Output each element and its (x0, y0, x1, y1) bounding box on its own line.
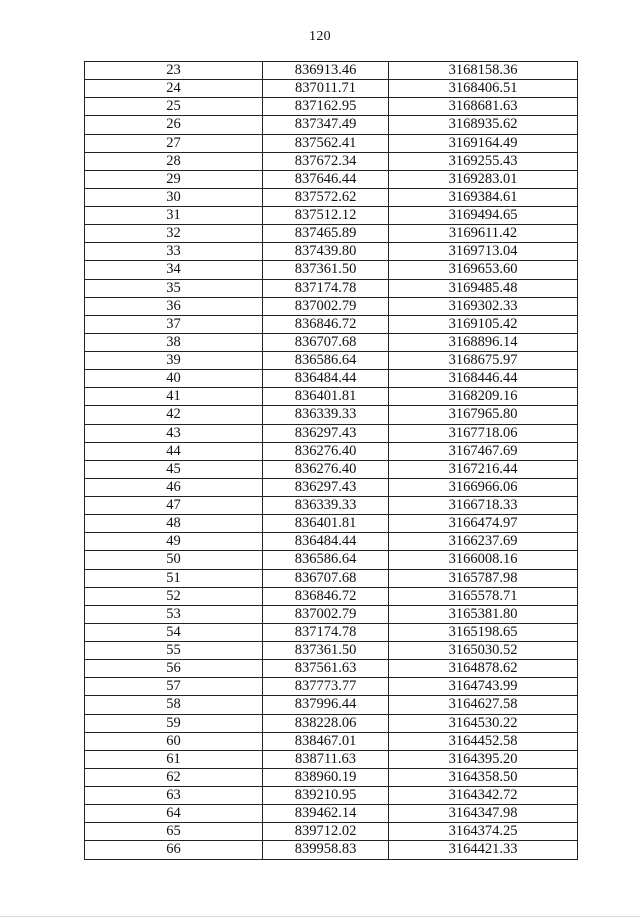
y-coordinate-cell: 3166718.33 (389, 497, 578, 515)
x-coordinate-cell: 836484.44 (263, 370, 389, 388)
table-row (85, 388, 578, 406)
table-row (85, 370, 578, 388)
table-row (85, 696, 578, 714)
table-row (85, 732, 578, 750)
table-row (85, 315, 578, 333)
x-coordinate-cell: 837996.44 (263, 696, 389, 714)
y-coordinate-cell: 3166966.06 (389, 478, 578, 496)
point-number-cell: 57 (85, 678, 263, 696)
y-coordinate-cell: 3167965.80 (389, 406, 578, 424)
table-row (85, 551, 578, 569)
y-coordinate-cell: 3165381.80 (389, 605, 578, 623)
x-coordinate-cell: 839958.83 (263, 841, 389, 859)
y-coordinate-cell: 3168681.63 (389, 98, 578, 116)
y-coordinate-cell: 3166474.97 (389, 515, 578, 533)
y-coordinate-cell: 3164452.58 (389, 732, 578, 750)
y-coordinate-cell: 3169255.43 (389, 152, 578, 170)
y-coordinate-cell: 3164878.62 (389, 660, 578, 678)
point-number-cell: 38 (85, 333, 263, 351)
point-number-cell: 39 (85, 352, 263, 370)
y-coordinate-cell: 3165787.98 (389, 569, 578, 587)
table-row (85, 279, 578, 297)
point-number-cell: 46 (85, 478, 263, 496)
x-coordinate-cell: 836586.64 (263, 352, 389, 370)
table-row (85, 768, 578, 786)
table-row (85, 116, 578, 134)
table-row (85, 805, 578, 823)
point-number-cell: 34 (85, 261, 263, 279)
x-coordinate-cell: 836707.68 (263, 569, 389, 587)
x-coordinate-cell: 837361.50 (263, 642, 389, 660)
table-row (85, 533, 578, 551)
x-coordinate-cell: 837002.79 (263, 297, 389, 315)
x-coordinate-cell: 838467.01 (263, 732, 389, 750)
table-row (85, 478, 578, 496)
x-coordinate-cell: 836297.43 (263, 424, 389, 442)
table-row (85, 62, 578, 80)
y-coordinate-cell: 3164530.22 (389, 714, 578, 732)
point-number-cell: 50 (85, 551, 263, 569)
y-coordinate-cell: 3169611.42 (389, 225, 578, 243)
table-row (85, 170, 578, 188)
point-number-cell: 45 (85, 460, 263, 478)
table-row (85, 188, 578, 206)
table-row (85, 225, 578, 243)
table-row (85, 678, 578, 696)
point-number-cell: 53 (85, 605, 263, 623)
point-number-cell: 61 (85, 750, 263, 768)
table-row (85, 134, 578, 152)
table-row (85, 442, 578, 460)
point-number-cell: 49 (85, 533, 263, 551)
point-number-cell: 55 (85, 642, 263, 660)
point-number-cell: 51 (85, 569, 263, 587)
y-coordinate-cell: 3168209.16 (389, 388, 578, 406)
point-number-cell: 44 (85, 442, 263, 460)
y-coordinate-cell: 3169302.33 (389, 297, 578, 315)
table-row (85, 823, 578, 841)
table-row (85, 750, 578, 768)
point-number-cell: 64 (85, 805, 263, 823)
x-coordinate-cell: 839712.02 (263, 823, 389, 841)
point-number-cell: 52 (85, 587, 263, 605)
x-coordinate-cell: 839210.95 (263, 787, 389, 805)
table-row (85, 841, 578, 859)
x-coordinate-cell: 836401.81 (263, 515, 389, 533)
y-coordinate-cell: 3166237.69 (389, 533, 578, 551)
y-coordinate-cell: 3169653.60 (389, 261, 578, 279)
point-number-cell: 27 (85, 134, 263, 152)
x-coordinate-cell: 836484.44 (263, 533, 389, 551)
point-number-cell: 41 (85, 388, 263, 406)
x-coordinate-cell: 837347.49 (263, 116, 389, 134)
point-number-cell: 23 (85, 62, 263, 80)
y-coordinate-cell: 3168675.97 (389, 352, 578, 370)
y-coordinate-cell: 3167216.44 (389, 460, 578, 478)
x-coordinate-cell: 837361.50 (263, 261, 389, 279)
x-coordinate-cell: 836276.40 (263, 460, 389, 478)
point-number-cell: 40 (85, 370, 263, 388)
y-coordinate-cell: 3169283.01 (389, 170, 578, 188)
table-row (85, 261, 578, 279)
x-coordinate-cell: 837773.77 (263, 678, 389, 696)
x-coordinate-cell: 836401.81 (263, 388, 389, 406)
y-coordinate-cell: 3168406.51 (389, 80, 578, 98)
y-coordinate-cell: 3164421.33 (389, 841, 578, 859)
y-coordinate-cell: 3167718.06 (389, 424, 578, 442)
table-row (85, 642, 578, 660)
x-coordinate-cell: 837174.78 (263, 279, 389, 297)
y-coordinate-cell: 3164342.72 (389, 787, 578, 805)
x-coordinate-cell: 837561.63 (263, 660, 389, 678)
x-coordinate-cell: 836339.33 (263, 406, 389, 424)
y-coordinate-cell: 3169105.42 (389, 315, 578, 333)
x-coordinate-cell: 837646.44 (263, 170, 389, 188)
y-coordinate-cell: 3169384.61 (389, 188, 578, 206)
y-coordinate-cell: 3168935.62 (389, 116, 578, 134)
table-row (85, 333, 578, 351)
x-coordinate-cell: 836846.72 (263, 587, 389, 605)
y-coordinate-cell: 3168896.14 (389, 333, 578, 351)
point-number-cell: 36 (85, 297, 263, 315)
x-coordinate-cell: 836913.46 (263, 62, 389, 80)
y-coordinate-cell: 3164743.99 (389, 678, 578, 696)
y-coordinate-cell: 3165578.71 (389, 587, 578, 605)
y-coordinate-cell: 3168446.44 (389, 370, 578, 388)
x-coordinate-cell: 838711.63 (263, 750, 389, 768)
coordinates-table-body (85, 62, 578, 860)
y-coordinate-cell: 3165030.52 (389, 642, 578, 660)
point-number-cell: 43 (85, 424, 263, 442)
x-coordinate-cell: 836339.33 (263, 497, 389, 515)
table-row (85, 605, 578, 623)
x-coordinate-cell: 837174.78 (263, 623, 389, 641)
point-number-cell: 31 (85, 207, 263, 225)
table-row (85, 714, 578, 732)
x-coordinate-cell: 836586.64 (263, 551, 389, 569)
table-row (85, 460, 578, 478)
point-number-cell: 54 (85, 623, 263, 641)
point-number-cell: 25 (85, 98, 263, 116)
point-number-cell: 63 (85, 787, 263, 805)
x-coordinate-cell: 837002.79 (263, 605, 389, 623)
y-coordinate-cell: 3167467.69 (389, 442, 578, 460)
y-coordinate-cell: 3164395.20 (389, 750, 578, 768)
x-coordinate-cell: 837439.80 (263, 243, 389, 261)
y-coordinate-cell: 3168158.36 (389, 62, 578, 80)
y-coordinate-cell: 3169713.04 (389, 243, 578, 261)
table-row (85, 243, 578, 261)
point-number-cell: 60 (85, 732, 263, 750)
point-number-cell: 35 (85, 279, 263, 297)
y-coordinate-cell: 3164627.58 (389, 696, 578, 714)
table-row (85, 787, 578, 805)
point-number-cell: 62 (85, 768, 263, 786)
x-coordinate-cell: 837465.89 (263, 225, 389, 243)
table-row (85, 352, 578, 370)
x-coordinate-cell: 837562.41 (263, 134, 389, 152)
page-number: 120 (309, 29, 331, 44)
point-number-cell: 42 (85, 406, 263, 424)
table-row (85, 80, 578, 98)
y-coordinate-cell: 3164358.50 (389, 768, 578, 786)
point-number-cell: 48 (85, 515, 263, 533)
coordinates-table (84, 61, 578, 860)
point-number-cell: 58 (85, 696, 263, 714)
table-row (85, 152, 578, 170)
point-number-cell: 65 (85, 823, 263, 841)
point-number-cell: 26 (85, 116, 263, 134)
x-coordinate-cell: 837672.34 (263, 152, 389, 170)
x-coordinate-cell: 839462.14 (263, 805, 389, 823)
point-number-cell: 24 (85, 80, 263, 98)
table-row (85, 515, 578, 533)
table-row (85, 98, 578, 116)
table-row (85, 660, 578, 678)
y-coordinate-cell: 3169494.65 (389, 207, 578, 225)
x-coordinate-cell: 836276.40 (263, 442, 389, 460)
point-number-cell: 37 (85, 315, 263, 333)
x-coordinate-cell: 837162.95 (263, 98, 389, 116)
table-row (85, 406, 578, 424)
table-row (85, 623, 578, 641)
y-coordinate-cell: 3164347.98 (389, 805, 578, 823)
point-number-cell: 66 (85, 841, 263, 859)
y-coordinate-cell: 3164374.25 (389, 823, 578, 841)
x-coordinate-cell: 837512.12 (263, 207, 389, 225)
x-coordinate-cell: 838960.19 (263, 768, 389, 786)
table-row (85, 297, 578, 315)
x-coordinate-cell: 838228.06 (263, 714, 389, 732)
table-row (85, 207, 578, 225)
table-row (85, 424, 578, 442)
x-coordinate-cell: 837011.71 (263, 80, 389, 98)
x-coordinate-cell: 836297.43 (263, 478, 389, 496)
point-number-cell: 28 (85, 152, 263, 170)
point-number-cell: 33 (85, 243, 263, 261)
y-coordinate-cell: 3169485.48 (389, 279, 578, 297)
table-row (85, 569, 578, 587)
x-coordinate-cell: 836846.72 (263, 315, 389, 333)
point-number-cell: 47 (85, 497, 263, 515)
x-coordinate-cell: 836707.68 (263, 333, 389, 351)
point-number-cell: 29 (85, 170, 263, 188)
y-coordinate-cell: 3165198.65 (389, 623, 578, 641)
point-number-cell: 32 (85, 225, 263, 243)
point-number-cell: 56 (85, 660, 263, 678)
point-number-cell: 30 (85, 188, 263, 206)
y-coordinate-cell: 3166008.16 (389, 551, 578, 569)
x-coordinate-cell: 837572.62 (263, 188, 389, 206)
scan-bottom-edge (0, 916, 640, 917)
table-row (85, 497, 578, 515)
y-coordinate-cell: 3169164.49 (389, 134, 578, 152)
point-number-cell: 59 (85, 714, 263, 732)
table-row (85, 587, 578, 605)
